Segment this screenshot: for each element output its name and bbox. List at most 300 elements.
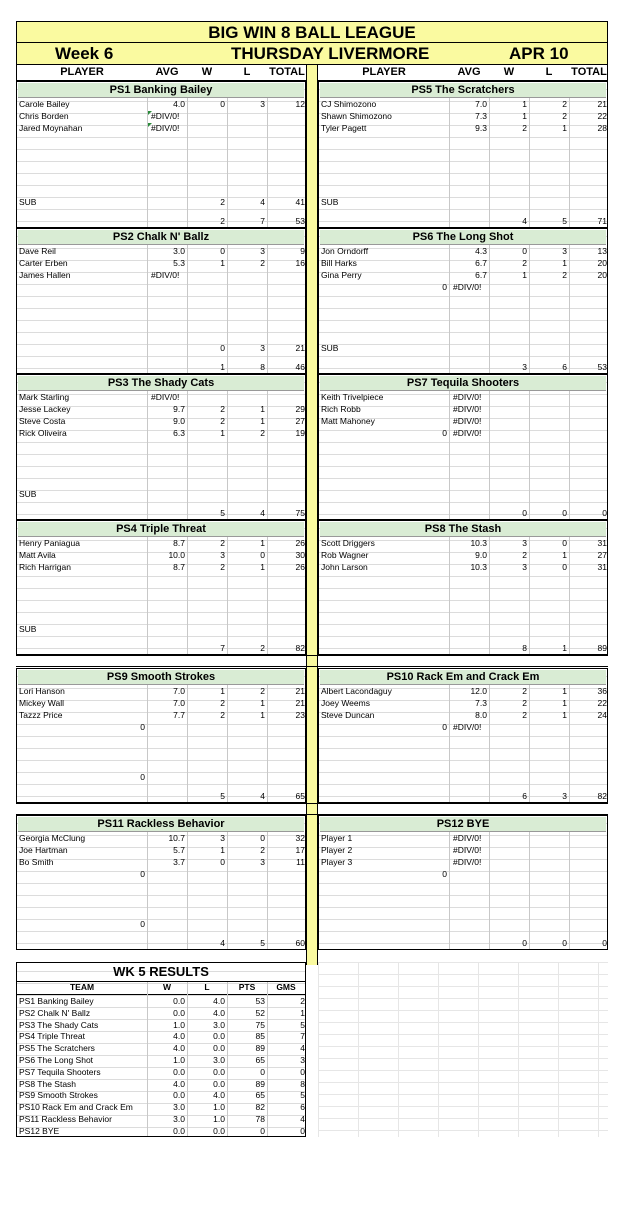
results-title: WK 5 RESULTS: [17, 963, 305, 982]
cell-w: 2: [220, 710, 225, 720]
team-block: [318, 520, 608, 655]
col-l-left: L: [243, 66, 251, 78]
player-row: [319, 110, 607, 122]
cell-name: Henry Paniagua: [19, 538, 80, 548]
results-row: [17, 1042, 305, 1054]
results-cell-l: 1.0: [213, 1114, 225, 1124]
total-l: 3: [562, 791, 567, 801]
results-cell-w: 4.0: [173, 1078, 185, 1089]
total-l: 4: [260, 508, 265, 518]
player-row: [319, 391, 607, 403]
results-row: [17, 1113, 305, 1125]
results-cell-pts: 0: [260, 1125, 265, 1136]
results-row: [17, 1101, 305, 1113]
results-row: [17, 1019, 305, 1031]
results-cell-gms: 4: [300, 1043, 305, 1054]
cell-name: Joey Weems: [321, 698, 370, 708]
sub-l: 4: [260, 197, 265, 207]
results-cell-l: 0.0: [213, 1066, 225, 1077]
cell-avg: #DIV/0!: [453, 845, 482, 855]
cell-w: 2: [220, 562, 225, 572]
cell-l: 1: [260, 538, 265, 548]
cell-total: 31: [597, 538, 607, 548]
player-row: [17, 856, 305, 868]
cell-avg: 12.0: [470, 686, 487, 696]
results-cell-pts: 0: [260, 1066, 265, 1077]
team-title: PS2 Chalk N' Ballz: [18, 230, 304, 245]
results-cell-gms: 5: [300, 1019, 305, 1030]
cell-name: Steve Costa: [19, 416, 66, 426]
results-row: [17, 1030, 305, 1042]
cell-name: Bill Harks: [321, 258, 357, 268]
cell-total: 12: [295, 99, 305, 109]
total-total: 0: [602, 508, 607, 518]
total-l: 2: [260, 643, 265, 653]
cell-avg: 7.3: [475, 698, 487, 708]
total-l: 0: [562, 508, 567, 518]
cell-name: 0: [140, 722, 145, 732]
team-title: PS10 Rack Em and Crack Em: [320, 670, 606, 685]
results-cell-w: 0.0: [173, 1125, 185, 1136]
results-cell-pts: 89: [255, 1078, 265, 1089]
total-l: 0: [562, 938, 567, 948]
total-total: 82: [597, 791, 607, 801]
team-title: PS5 The Scratchers: [320, 83, 606, 98]
total-w: 0: [522, 938, 527, 948]
cell-name: CJ Shimozono: [321, 99, 377, 109]
cell-avg: 8.7: [173, 562, 185, 572]
cell-total: 20: [597, 258, 607, 268]
cell-w: 3: [220, 550, 225, 560]
cell-l: 1: [260, 416, 265, 426]
cell-w: 1: [220, 258, 225, 268]
cell-name: Rick Oliveira: [19, 428, 67, 438]
team-block: [16, 668, 306, 803]
player-row: [17, 685, 305, 697]
results-col-pts: PTS: [238, 982, 256, 992]
sub-label: SUB: [19, 624, 37, 634]
team-total-row: [17, 642, 305, 654]
total-total: 60: [295, 938, 305, 948]
cell-total: 17: [295, 845, 305, 855]
results-row: [17, 1007, 305, 1019]
total-w: 5: [220, 508, 225, 518]
cell-l: 3: [260, 99, 265, 109]
team-title: PS3 The Shady Cats: [18, 376, 304, 391]
cell-l: 0: [562, 562, 567, 572]
cell-l: 2: [260, 258, 265, 268]
cell-l: 1: [260, 404, 265, 414]
cell-w: 2: [522, 686, 527, 696]
player-row: [319, 549, 607, 561]
center-divider: [306, 65, 318, 965]
cell-name: Matt Mahoney: [321, 416, 375, 426]
cell-avg: 7.7: [173, 710, 185, 720]
player-row: [319, 403, 607, 415]
date-label: APR 10: [509, 44, 569, 63]
team-total-row: [319, 215, 607, 227]
cell-avg: 7.0: [173, 698, 185, 708]
week5-results-table: [16, 962, 306, 1137]
results-cell-l: 4.0: [213, 1007, 225, 1018]
sub-row: [17, 196, 305, 208]
cell-name: Lori Hanson: [19, 686, 65, 696]
player-row: [17, 832, 305, 844]
cell-name: Rich Harrigan: [19, 562, 71, 572]
total-w: 0: [522, 508, 527, 518]
cell-w: 1: [522, 270, 527, 280]
player-row: [319, 537, 607, 549]
sub-row: [319, 771, 607, 783]
team-title: PS4 Triple Threat: [18, 522, 304, 537]
col-avg-left: AVG: [155, 66, 179, 78]
total-w: 2: [220, 216, 225, 226]
team-title: PS1 Banking Bailey: [18, 83, 304, 98]
results-cell-w: 3.0: [173, 1102, 185, 1113]
results-col-team: TEAM: [69, 982, 95, 992]
cell-total: 26: [295, 562, 305, 572]
cell-name: Tazzz Price: [19, 710, 63, 720]
results-cell-pts: 85: [255, 1031, 265, 1042]
results-row: [17, 995, 305, 1007]
col-avg-right: AVG: [457, 66, 481, 78]
team-total-row: [319, 937, 607, 949]
sub-row: [319, 918, 607, 930]
section-separator-2: [16, 803, 608, 815]
cell-name: Rich Robb: [321, 404, 361, 414]
cell-total: 30: [295, 550, 305, 560]
col-l-right: L: [545, 66, 553, 78]
cell-avg: #DIV/0!: [453, 392, 482, 402]
results-col-l: L: [204, 982, 210, 992]
results-cell-w: 0.0: [173, 1007, 185, 1018]
player-row: [319, 709, 607, 721]
total-w: 8: [522, 643, 527, 653]
cell-name: Carole Bailey: [19, 99, 70, 109]
results-cell-pts: 53: [255, 996, 265, 1006]
cell-l: 1: [260, 698, 265, 708]
results-cell-gms: 6: [300, 1102, 305, 1113]
results-cell-l: 0.0: [213, 1031, 225, 1042]
sub-row: [319, 342, 607, 354]
player-row: [319, 832, 607, 844]
cell-w: 0: [220, 246, 225, 256]
cell-name: Jesse Lackey: [19, 404, 71, 414]
cell-avg: 7.0: [173, 686, 185, 696]
cell-name: Player 2: [321, 845, 353, 855]
team-block: [16, 228, 306, 374]
results-col-gms: GMS: [276, 982, 296, 992]
results-row: [17, 1125, 305, 1137]
cell-name: Mickey Wall: [19, 698, 65, 708]
cell-name: Mark Starling: [19, 392, 70, 402]
results-cell-team: PS4 Triple Threat: [19, 1031, 85, 1042]
cell-l: 1: [562, 698, 567, 708]
results-cell-team: PS2 Chalk N' Ballz: [19, 1007, 91, 1018]
team-block: [318, 228, 608, 374]
cell-w: 3: [522, 538, 527, 548]
total-w: 5: [220, 791, 225, 801]
team-block: [16, 815, 306, 950]
cell-name: James Hallen: [19, 270, 71, 280]
sub-label: SUB: [321, 197, 339, 207]
player-row: [17, 537, 305, 549]
cell-l: 3: [260, 857, 265, 867]
cell-avg: 5.7: [173, 845, 185, 855]
cell-avg: 10.3: [470, 538, 487, 548]
cell-avg: 10.7: [168, 833, 185, 843]
cell-avg: 6.7: [475, 270, 487, 280]
results-row: [17, 1054, 305, 1066]
results-cell-w: 0.0: [173, 1066, 185, 1077]
cell-w: 3: [220, 833, 225, 843]
team-block: [16, 520, 306, 655]
player-row: [319, 245, 607, 257]
cell-w: 1: [522, 99, 527, 109]
cell-w: 3: [522, 562, 527, 572]
cell-name: Gina Perry: [321, 270, 362, 280]
cell-avg: 4.3: [475, 246, 487, 256]
player-row: [319, 269, 607, 281]
results-cell-l: 1.0: [213, 1102, 225, 1113]
player-row: [17, 868, 305, 880]
player-row: [17, 98, 305, 110]
cell-w: 1: [220, 428, 225, 438]
player-row: [17, 561, 305, 573]
sub-row: [319, 488, 607, 500]
team-title: PS7 Tequila Shooters: [320, 376, 606, 391]
team-title: PS6 The Long Shot: [320, 230, 606, 245]
total-l: 4: [260, 791, 265, 801]
player-row: [319, 281, 607, 293]
results-cell-team: PS3 The Shady Cats: [19, 1019, 99, 1030]
cell-w: 2: [220, 404, 225, 414]
player-row: [319, 868, 607, 880]
player-row: [319, 427, 607, 439]
cell-name: Carter Erben: [19, 258, 68, 268]
player-row: [17, 697, 305, 709]
results-cell-team: PS7 Tequila Shooters: [19, 1066, 101, 1077]
cell-total: 24: [597, 710, 607, 720]
results-cell-gms: 0: [300, 1066, 305, 1077]
team-block: [318, 815, 608, 950]
player-row: [17, 110, 305, 122]
sub-total: 41: [295, 197, 305, 207]
results-cell-gms: 1: [300, 1007, 305, 1018]
cell-name: Chris Borden: [19, 111, 69, 121]
cell-total: 31: [597, 562, 607, 572]
cell-total: 21: [295, 698, 305, 708]
total-l: 6: [562, 362, 567, 372]
total-l: 5: [260, 938, 265, 948]
cell-name: 0: [442, 869, 447, 879]
player-row: [319, 685, 607, 697]
results-cell-pts: 82: [255, 1102, 265, 1113]
player-row: [17, 122, 305, 134]
sub-row: [17, 488, 305, 500]
total-l: 1: [562, 643, 567, 653]
cell-avg: 5.3: [173, 258, 185, 268]
cell-name: Bo Smith: [19, 857, 54, 867]
cell-total: 13: [597, 246, 607, 256]
player-row: [17, 245, 305, 257]
results-cell-l: 0.0: [213, 1078, 225, 1089]
results-cell-pts: 75: [255, 1019, 265, 1030]
cell-w: 0: [220, 857, 225, 867]
cell-avg: #DIV/0!: [453, 857, 482, 867]
cell-avg: #DIV/0!: [453, 833, 482, 843]
cell-total: 36: [597, 686, 607, 696]
cell-total: 20: [597, 270, 607, 280]
team-block: [16, 81, 306, 228]
results-cell-team: PS8 The Stash: [19, 1078, 77, 1089]
team-block: [318, 374, 608, 520]
week-header: [16, 43, 608, 65]
results-cell-gms: 5: [300, 1090, 305, 1101]
cell-avg: 10.0: [168, 550, 185, 560]
player-row: [319, 856, 607, 868]
player-row: [319, 697, 607, 709]
team-title: PS9 Smooth Strokes: [18, 670, 304, 685]
team-total-row: [319, 790, 607, 802]
team-block: [318, 81, 608, 228]
cell-avg: 8.7: [173, 538, 185, 548]
results-cell-team: PS12 BYE: [19, 1125, 60, 1136]
cell-l: 1: [260, 562, 265, 572]
player-row: [17, 257, 305, 269]
cell-name: Scott Driggers: [321, 538, 375, 548]
cell-avg: 9.0: [475, 550, 487, 560]
cell-avg: #DIV/0!: [453, 416, 482, 426]
cell-total: 23: [295, 710, 305, 720]
results-row: [17, 1078, 305, 1090]
cell-avg: 9.7: [173, 404, 185, 414]
cell-total: 22: [597, 698, 607, 708]
sub-row: [17, 342, 305, 354]
results-cell-team: PS6 The Long Shot: [19, 1055, 94, 1065]
cell-l: 0: [260, 833, 265, 843]
cell-name: Georgia McClung: [19, 833, 86, 843]
cell-name: 0: [442, 722, 447, 732]
total-l: 7: [260, 216, 265, 226]
total-total: 53: [597, 362, 607, 372]
team-total-row: [17, 790, 305, 802]
sub-label: SUB: [19, 197, 37, 207]
sub-row: [17, 771, 305, 783]
player-row: [17, 415, 305, 427]
player-row: [17, 549, 305, 561]
player-row: [319, 561, 607, 573]
col-w-left: W: [201, 66, 213, 78]
week-label: Week 6: [55, 44, 114, 63]
cell-total: 16: [295, 258, 305, 268]
cell-l: 2: [260, 845, 265, 855]
total-total: 89: [597, 643, 607, 653]
cell-avg: #DIV/0!: [151, 270, 180, 280]
cell-name: Albert Lacondaguy: [321, 686, 392, 696]
sub-w: 0: [220, 343, 225, 353]
team-title: PS12 BYE: [320, 817, 606, 832]
cell-avg: #DIV/0!: [151, 123, 180, 133]
total-total: 75: [295, 508, 305, 518]
sub-label: SUB: [321, 343, 339, 353]
total-w: 4: [522, 216, 527, 226]
player-row: [319, 98, 607, 110]
cell-avg: 3.7: [173, 857, 185, 867]
results-cell-pts: 78: [255, 1114, 265, 1124]
cell-l: 1: [562, 550, 567, 560]
cell-name: John Larson: [321, 562, 368, 572]
cell-name: Jared Moynahan: [19, 123, 83, 133]
player-row: [17, 427, 305, 439]
cell-avg: #DIV/0!: [453, 404, 482, 414]
cell-total: 21: [295, 686, 305, 696]
results-cell-gms: 2: [300, 996, 305, 1006]
cell-name: Rob Wagner: [321, 550, 369, 560]
col-player-left: PLAYER: [60, 66, 104, 78]
col-w-right: W: [503, 66, 515, 78]
total-total: 71: [597, 216, 607, 226]
team-total-row: [17, 361, 305, 373]
results-header-row: [17, 982, 305, 995]
cell-name: Joe Hartman: [19, 845, 68, 855]
cell-total: 26: [295, 538, 305, 548]
results-cell-w: 1.0: [173, 1055, 185, 1065]
total-l: 5: [562, 216, 567, 226]
results-cell-l: 3.0: [213, 1055, 225, 1065]
results-cell-gms: 7: [300, 1031, 305, 1042]
player-row: [319, 257, 607, 269]
cell-avg: 7.3: [475, 111, 487, 121]
results-cell-l: 3.0: [213, 1019, 225, 1030]
cell-avg: #DIV/0!: [453, 722, 482, 732]
total-total: 65: [295, 791, 305, 801]
results-cell-w: 0.0: [173, 996, 185, 1006]
results-cell-w: 4.0: [173, 1031, 185, 1042]
player-row: [319, 122, 607, 134]
sub-label: 0: [140, 772, 145, 782]
total-total: 82: [295, 643, 305, 653]
total-total: 46: [295, 362, 305, 372]
cell-total: 32: [295, 833, 305, 843]
sub-w: 2: [220, 197, 225, 207]
sub-l: 3: [260, 343, 265, 353]
cell-w: 1: [522, 111, 527, 121]
cell-w: 2: [522, 698, 527, 708]
cell-name: Shawn Shimozono: [321, 111, 392, 121]
results-row: [17, 1066, 305, 1078]
cell-w: 1: [220, 845, 225, 855]
total-w: 3: [522, 362, 527, 372]
cell-avg: #DIV/0!: [151, 111, 180, 121]
cell-total: 21: [597, 99, 607, 109]
player-row: [17, 844, 305, 856]
results-cell-team: PS5 The Scratchers: [19, 1043, 95, 1054]
cell-w: 0: [220, 99, 225, 109]
sub-row: [17, 623, 305, 635]
cell-l: 2: [562, 111, 567, 121]
results-cell-gms: 0: [300, 1125, 305, 1136]
cell-l: 2: [260, 428, 265, 438]
results-cell-pts: 52: [255, 1007, 265, 1018]
section-separator: [16, 655, 608, 667]
cell-l: 2: [562, 99, 567, 109]
results-cell-w: 1.0: [173, 1019, 185, 1030]
cell-w: 0: [522, 246, 527, 256]
team-block: [16, 374, 306, 520]
player-row: [319, 844, 607, 856]
cell-total: 28: [597, 123, 607, 133]
